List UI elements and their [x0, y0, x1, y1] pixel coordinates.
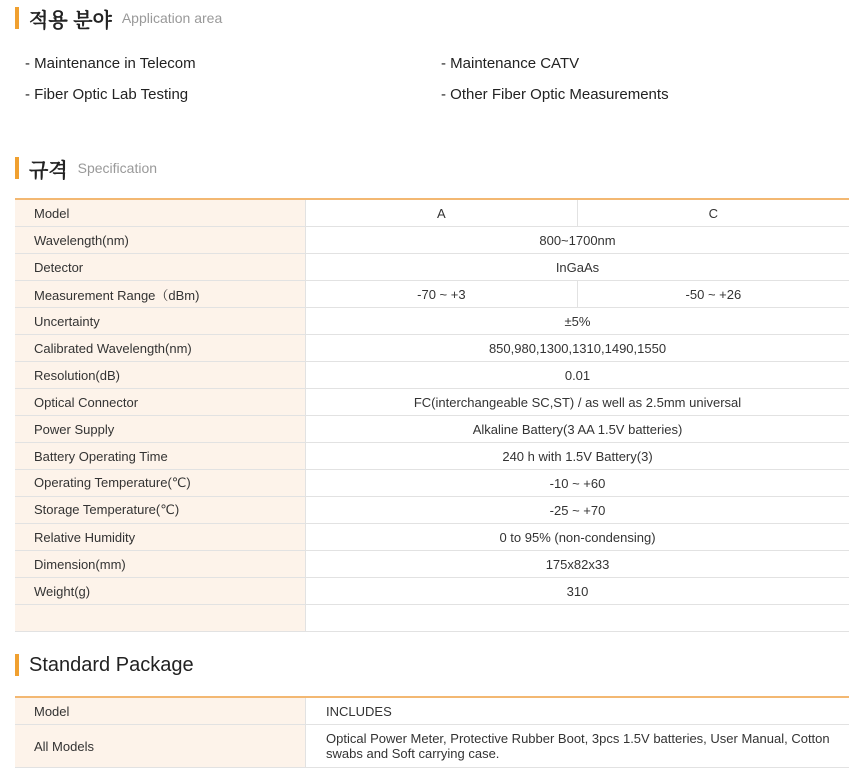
table-row: [15, 605, 849, 632]
row-value: InGaAs: [306, 254, 850, 281]
row-label: Weight(g): [15, 578, 306, 605]
row-label: Resolution(dB): [15, 362, 306, 389]
row-label: Relative Humidity: [15, 524, 306, 551]
table-row: [15, 497, 849, 524]
table-row: [15, 578, 849, 605]
row-label: Measurement Range（dBm): [15, 281, 306, 308]
application-item: - Maintenance in Telecom: [25, 55, 196, 72]
table-row: [15, 362, 849, 389]
application-title-ko: 적용 분야: [29, 9, 112, 32]
row-label: Storage Temperature(℃): [15, 497, 306, 524]
application-item: - Other Fiber Optic Measurements: [441, 86, 669, 103]
row-value: FC(interchangeable SC,ST) / as well as 2.5mm universal: [306, 389, 850, 416]
row-label: Uncertainty: [15, 308, 306, 335]
table-row: [15, 389, 849, 416]
specification-title-en: Specification: [77, 160, 158, 176]
header-includes: INCLUDES: [306, 697, 850, 725]
application-item: - Fiber Optic Lab Testing: [25, 86, 189, 103]
table-row: [15, 524, 849, 551]
row-label: Power Supply: [15, 416, 306, 443]
table-row: [15, 725, 849, 768]
table-header-row: [15, 199, 849, 227]
row-value: ±5%: [306, 308, 850, 335]
row-label: All Models: [15, 725, 306, 768]
row-value: 0 to 95% (non-condensing): [306, 524, 850, 551]
row-value: Alkaline Battery(3 AA 1.5V batteries): [306, 416, 850, 443]
row-value: -25 ~ +70: [306, 497, 850, 524]
table-row: [15, 551, 849, 578]
row-label: Operating Temperature(℃): [15, 470, 306, 497]
row-value: [306, 605, 850, 632]
header-model-label: Model: [15, 697, 306, 725]
row-value: 240 h with 1.5V Battery(3): [306, 443, 850, 470]
table-header-row: [15, 697, 849, 725]
row-label: Battery Operating Time: [15, 443, 306, 470]
row-value: 175x82x33: [306, 551, 850, 578]
header-model-label: Model: [15, 199, 306, 227]
table-row: [15, 443, 849, 470]
table-row: [15, 416, 849, 443]
header-model-a: A: [306, 199, 578, 227]
specification-heading: [15, 157, 158, 182]
table-row: [15, 281, 849, 308]
specification-title-ko: 규격: [29, 159, 68, 182]
table-row: [15, 254, 849, 281]
package-title: Standard Package: [29, 653, 194, 676]
row-value-c: -50 ~ +26: [577, 281, 849, 308]
application-area-heading: [15, 7, 223, 32]
row-label: [15, 605, 306, 632]
application-item: - Maintenance CATV: [441, 55, 580, 72]
standard-package-heading: [15, 654, 194, 676]
row-label: Dimension(mm): [15, 551, 306, 578]
row-value: -10 ~ +60: [306, 470, 850, 497]
table-row: [15, 227, 849, 254]
table-row: [15, 308, 849, 335]
row-value: 800~1700nm: [306, 227, 850, 254]
specification-table: [15, 198, 849, 632]
row-label: Optical Connector: [15, 389, 306, 416]
row-value: Optical Power Meter, Protective Rubber Boot, 3pcs 1.5V batteries, User Manual, Cotton swabs and Soft carrying case.: [306, 725, 850, 768]
row-value: 0.01: [306, 362, 850, 389]
table-row: [15, 470, 849, 497]
row-label: Wavelength(nm): [15, 227, 306, 254]
header-model-c: C: [577, 199, 849, 227]
row-label: Calibrated Wavelength(nm): [15, 335, 306, 362]
row-value: 850,980,1300,1310,1490,1550: [306, 335, 850, 362]
table-row: [15, 335, 849, 362]
application-title-en: Application area: [121, 10, 223, 26]
row-value: 310: [306, 578, 850, 605]
row-value-a: -70 ~ +3: [306, 281, 578, 308]
row-label: Detector: [15, 254, 306, 281]
package-table: [15, 696, 849, 768]
